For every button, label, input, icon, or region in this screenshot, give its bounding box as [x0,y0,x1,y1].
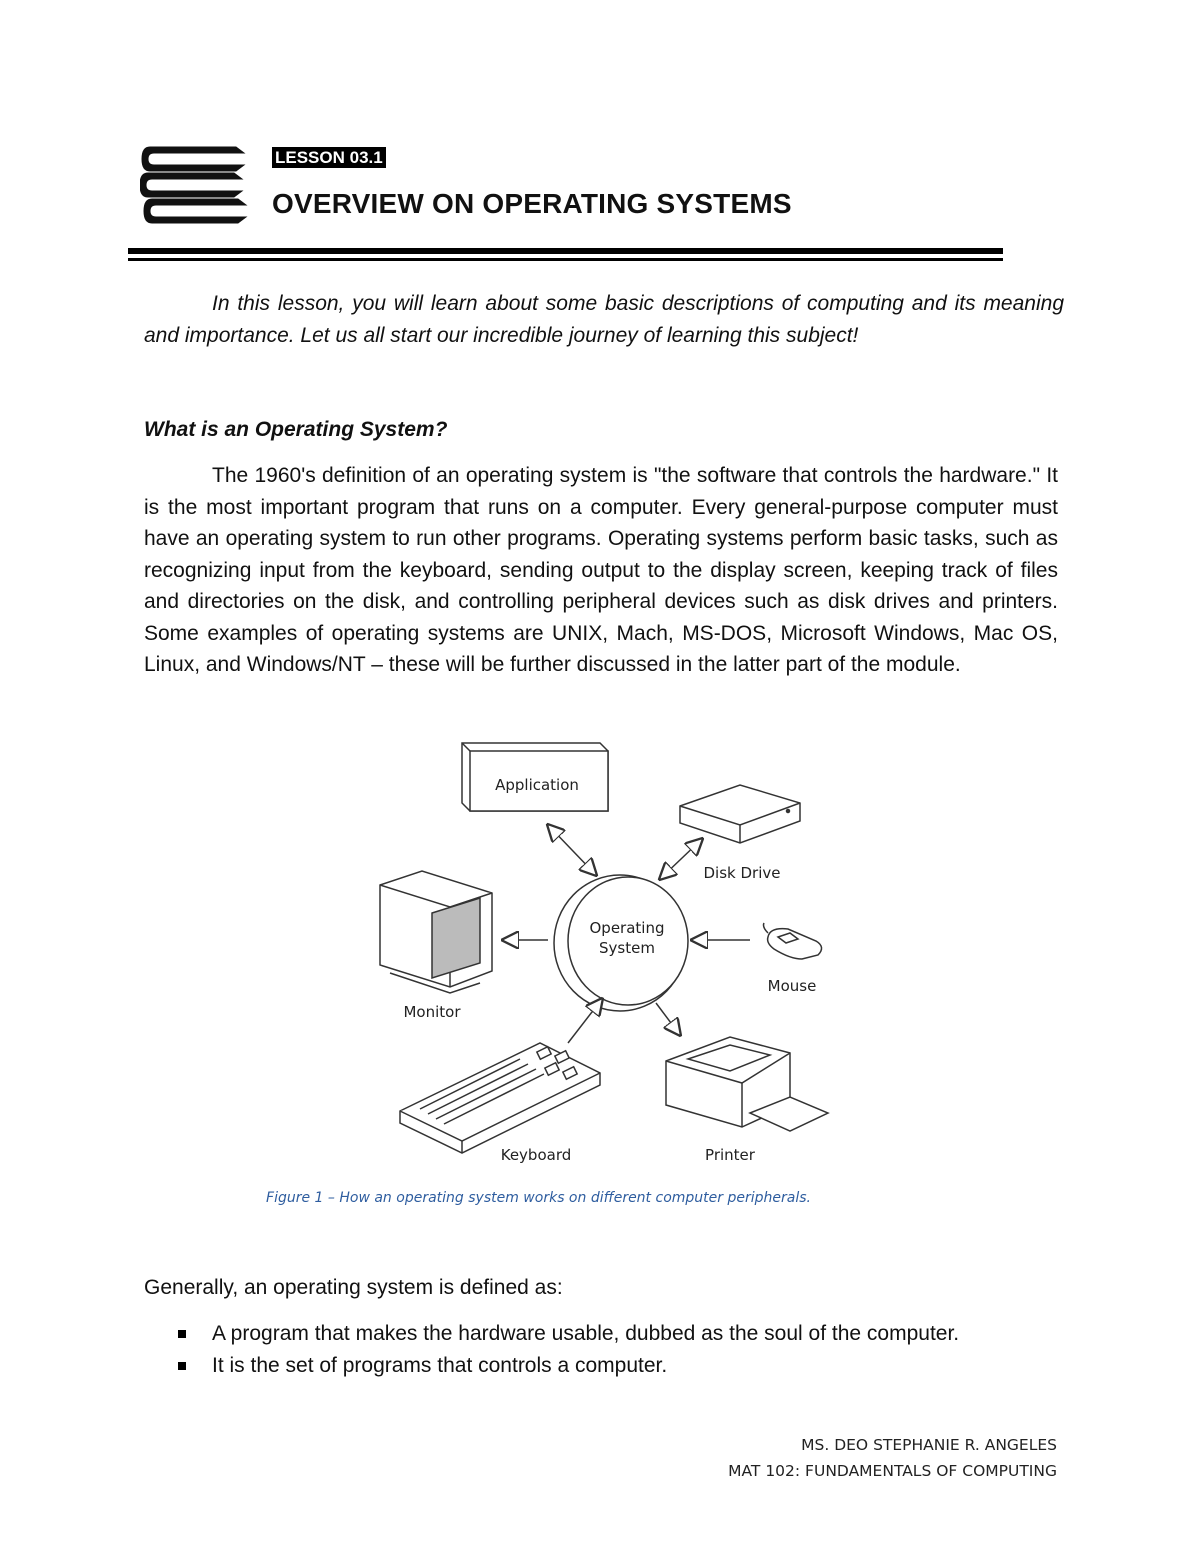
body-paragraph: The 1960's definition of an operating system is "the software that controls the hardware." It is the most important program that runs on a computer. Every general-purpose computer must have an operating system to run other programs. Operating systems perform basic tasks, such as recognizing input from the keyboard, sending output to the display screen, keeping track of files and directories on the disk, and controlling peripheral devices such as disk drives and printers. Some examples of operating systems are UNIX, Mach, MS-DOS, Microsoft Windows, Mac OS, Linux, and Windows/NT – these will be further discussed in the latter part of the module. [144,464,1058,676]
bullet-square-icon [178,1362,186,1370]
footer-course: MAT 102: FUNDAMENTALS OF COMPUTING [728,1462,1057,1480]
application-label: Application [495,776,579,794]
page-title: OVERVIEW ON OPERATING SYSTEMS [272,188,792,219]
monitor-label: Monitor [403,1003,461,1021]
lesson-tag: LESSON 03.1 [272,147,386,168]
disk-drive-label: Disk Drive [703,864,781,882]
figure-caption: Figure 1 – How an operating system works on different computer peripherals. [266,1190,811,1206]
os-label-line2: System [599,939,655,957]
list-item [170,1318,959,1350]
keyboard-label: Keyboard [500,1146,572,1164]
printer-icon [666,1037,828,1131]
keyboard-icon [400,1043,600,1153]
mouse-label: Mouse [767,977,817,995]
mouse-icon [764,923,822,959]
list-item-text: It is the set of programs that controls a computer. [212,1354,668,1377]
disk-drive-icon [680,785,800,843]
bullet-square-icon [178,1330,186,1338]
definition-lead: Generally, an operating system is defined as: [144,1276,563,1299]
definition-list [170,1318,959,1382]
os-diagram [370,733,840,1173]
header-divider-thin [128,258,1003,261]
header-divider [128,248,1003,254]
intro-paragraph: In this lesson, you will learn about some basic descriptions of computing and its meaning and importance. Let us all start our incredible journey of learning this subject! [144,292,1064,347]
list-item [170,1350,959,1382]
footer-author: MS. DEO STEPHANIE R. ANGELES [801,1436,1057,1454]
list-item-text: A program that makes the hardware usable, dubbed as the soul of the computer. [212,1322,960,1345]
monitor-icon [380,871,492,993]
printer-label: Printer [705,1146,755,1164]
os-label-line1: Operating [589,919,665,937]
books-stack-icon [140,143,252,227]
section-heading: What is an Operating System? [144,418,448,441]
